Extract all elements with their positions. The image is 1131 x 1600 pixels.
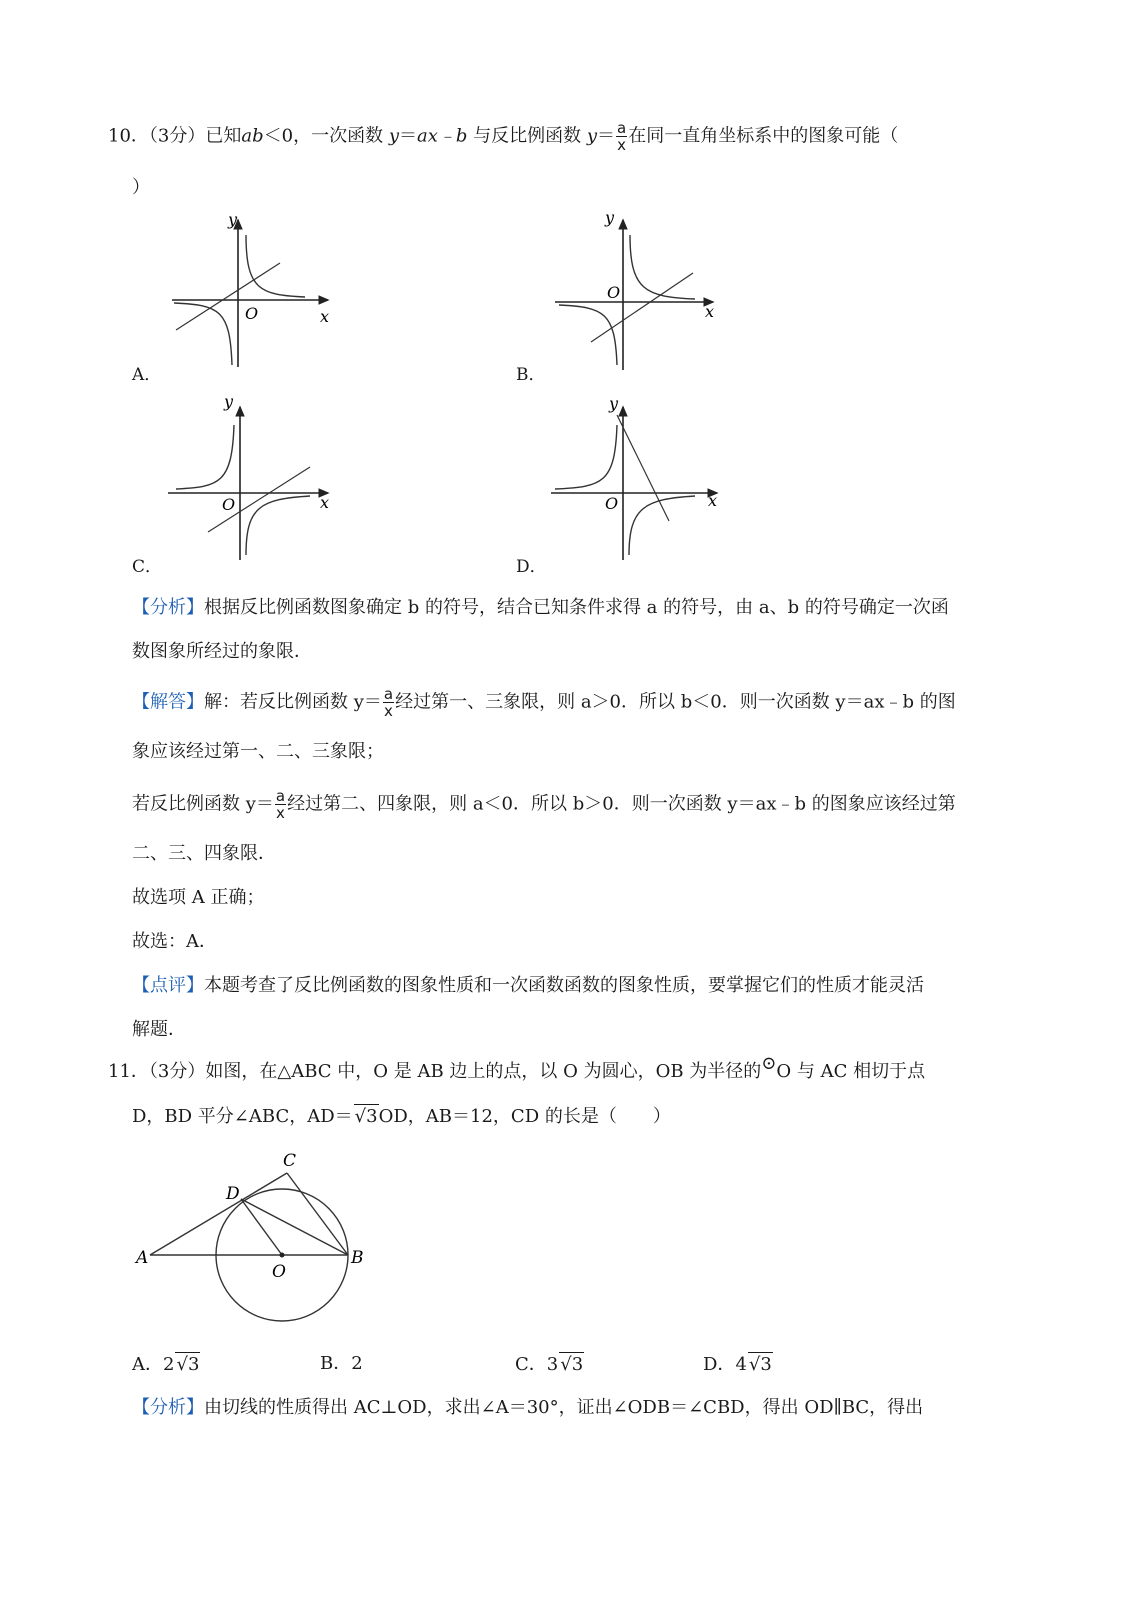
graph-option-b	[545, 205, 730, 375]
sqrt-symbol: √3	[354, 1106, 378, 1127]
q11-option-b: B．2	[320, 1353, 363, 1374]
svg-text:x: x	[708, 491, 718, 510]
q10-answer-line4: 二、三、四象限．	[132, 843, 276, 864]
fraction-a-over-x: $\frac{a}{x}$	[275, 787, 286, 822]
q10-comment-line2: 解题．	[132, 1019, 186, 1040]
q10-stem-line1: 10．（3分）已知ab＜0，一次函数 y＝ax﹣b 与反比例函数 y＝ $\frac{a}{x}$ 在同一直角坐标系中的图象可能（	[108, 119, 899, 154]
svg-text:O: O	[605, 494, 619, 513]
q10-comment-line1: 【点评】本题考查了反比例函数的图象性质和一次函数函数的图象性质，要掌握它们的性质才能灵活	[132, 975, 924, 996]
svg-text:x: x	[320, 307, 330, 326]
q11-analysis-line1: 【分析】由切线的性质得出 AC⊥OD，求出∠A＝30°，证出∠ODB＝∠CBD，得出 OD∥BC，得出	[132, 1397, 924, 1418]
svg-text:O: O	[245, 304, 259, 323]
q10-analysis-line2: 数图象所经过的象限．	[132, 641, 312, 662]
q10-option-d-label: D．	[516, 557, 547, 577]
q11-figure	[130, 1145, 380, 1335]
graph-option-a	[160, 205, 345, 375]
fig-label-o: O	[272, 1262, 286, 1282]
q11-option-c: C．3 √3	[515, 1354, 584, 1375]
comment-tag: 【点评】	[132, 975, 204, 996]
fig-label-a: A	[136, 1248, 149, 1268]
analysis-tag: 【分析】	[132, 597, 204, 618]
svg-text:O: O	[607, 283, 621, 302]
q10-option-c-label: C．	[132, 557, 163, 577]
analysis-tag: 【分析】	[132, 1397, 204, 1418]
q10-answer-line5: 故选项 A 正确；	[132, 887, 265, 908]
q10-analysis-line1: 【分析】根据反比例函数图象确定 b 的符号，结合已知条件求得 a 的符号，由 a、b 的符号确定一次函	[132, 597, 949, 618]
q10-option-a-label: A．	[132, 365, 162, 385]
fraction-a-over-x: $\frac{a}{x}$	[617, 119, 627, 154]
q10-answer-line1: 【解答】解：若反比例函数 y＝ $\frac{a}{x}$ 经过第一、三象限，则 a＞0．所以 b＜0．则一次函数 y＝ax﹣b 的图	[132, 685, 956, 720]
svg-text:y: y	[228, 210, 238, 229]
svg-text:y: y	[224, 395, 234, 411]
svg-text:x: x	[705, 302, 715, 321]
q10-answer-line6: 故选：A．	[132, 931, 217, 952]
q11-option-a: A．2 √3	[132, 1354, 200, 1375]
q11-stem-line2: D，BD 平分∠ABC，AD＝ √3OD，AB＝12，CD 的长是（ ）	[132, 1106, 671, 1127]
q10-stem-line2: ）	[132, 177, 150, 198]
svg-text:x: x	[320, 493, 330, 512]
answer-tag: 【解答】	[132, 691, 204, 713]
graph-option-d	[545, 395, 730, 565]
circle-symbol: ⊙	[761, 1053, 777, 1074]
q10-answer-line3: 若反比例函数 y＝ $\frac{a}{x}$ 经过第二、四象限，则 a＜0．所以 b＞0．则一次函数 y＝ax﹣b 的图象应该经过第	[132, 787, 956, 822]
fig-label-d: D	[226, 1184, 240, 1204]
svg-text:y: y	[605, 208, 615, 227]
fig-label-c: C	[283, 1151, 297, 1171]
fraction-a-over-x: $\frac{a}{x}$	[383, 685, 394, 720]
q10-answer-line2: 象应该经过第一、二、三象限；	[132, 741, 384, 762]
fig-label-b: B	[351, 1248, 364, 1268]
svg-text:y: y	[609, 395, 619, 413]
q11-option-d: D．4 √3	[703, 1354, 772, 1375]
svg-text:O: O	[222, 495, 236, 514]
graph-option-c	[160, 395, 345, 565]
q10-option-b-label: B．	[516, 365, 546, 385]
q11-stem-line1: 11．（3分）如图，在△ABC 中，O 是 AB 边上的点，以 O 为圆心，OB 为半径的⊙O 与 AC 相切于点	[108, 1053, 926, 1082]
